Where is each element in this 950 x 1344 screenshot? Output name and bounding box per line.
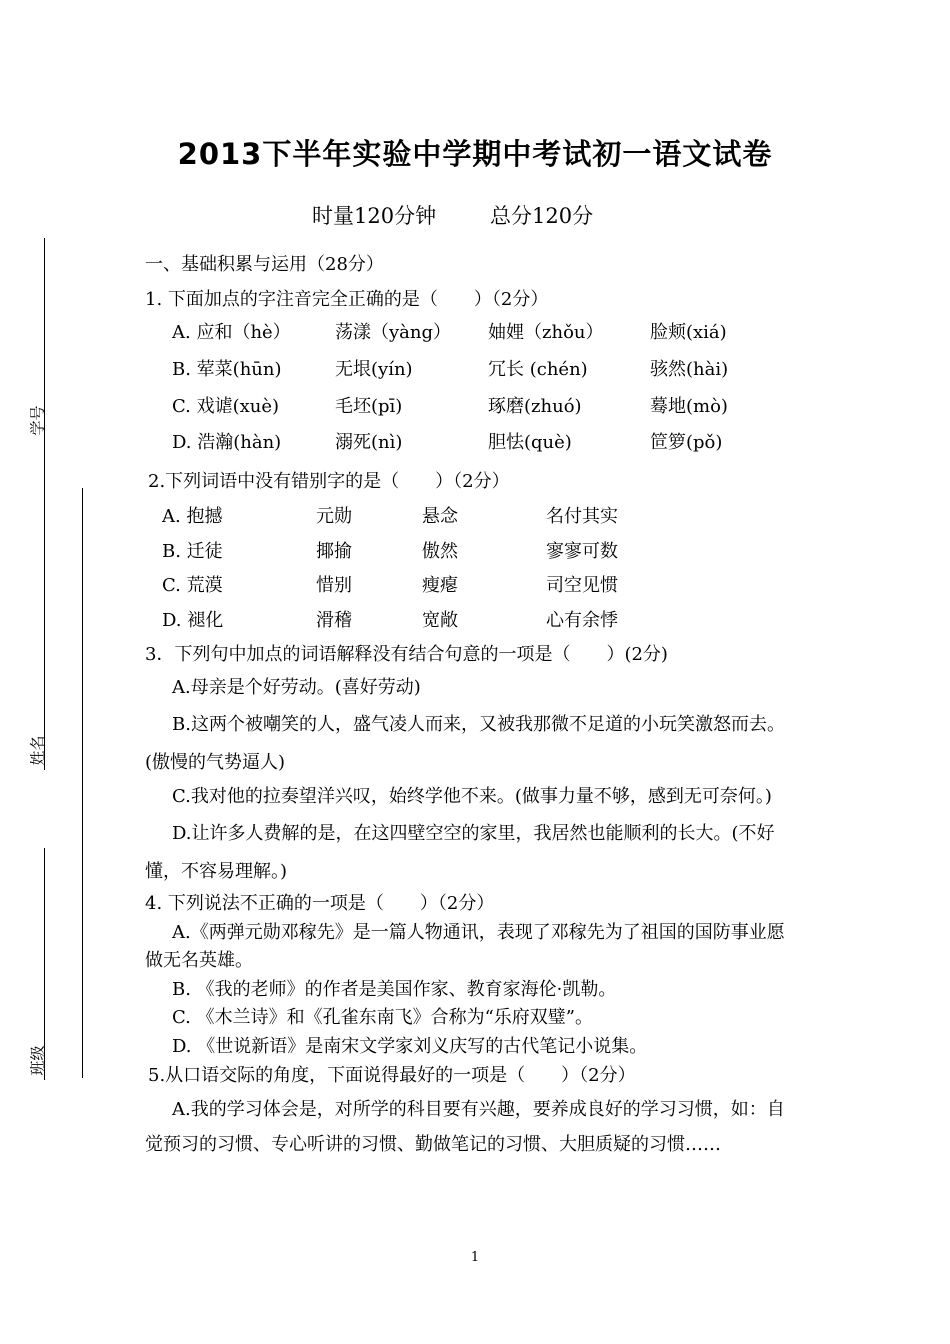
q1-opt: A. 应和（hè） <box>172 322 291 343</box>
q5-option-a-cont: 觉预习的习惯、专心听讲的习惯、勤做笔记的习惯、大胆质疑的习惯…… <box>145 1134 721 1155</box>
q4-stem: 4. 下列说法不正确的一项是（ ）（2分） <box>145 893 495 914</box>
q2-stem: 2.下列词语中没有错别字的是（ ）（2分） <box>148 471 510 492</box>
q1-opt: 胆怯(què) <box>488 432 572 453</box>
q2-opt: 滑稽 <box>316 610 352 631</box>
q4-option-a: A.《两弹元勋邓稼先》是一篇人物通讯，表现了邓稼先为了祖国的国防事业愿 <box>172 922 785 943</box>
q2-opt: 宽敞 <box>422 610 458 631</box>
q5-stem: 5.从口语交际的角度，下面说得最好的一项是（ ）（2分） <box>148 1065 636 1086</box>
q1-opt: 荡漾（yàng） <box>335 322 452 343</box>
q1-opt: 妯娌（zhǒu） <box>488 322 604 343</box>
q1-opt: 笸箩(pǒ) <box>650 432 723 453</box>
section-heading: 一、基础积累与运用（28分） <box>145 254 384 275</box>
q1-opt: 脸颊(xiá) <box>650 322 727 343</box>
q4-option-b: B. 《我的老师》的作者是美国作家、教育家海伦·凯勒。 <box>172 979 617 1000</box>
q4-option-d: D. 《世说新语》是南宋文学家刘义庆写的古代笔记小说集。 <box>172 1036 648 1057</box>
q2-opt: 悬念 <box>422 506 458 527</box>
q4-option-a-cont: 做无名英雄。 <box>145 950 253 971</box>
q2-opt: 心有余悸 <box>546 610 618 631</box>
q1-opt: B. 荤菜(hūn) <box>172 359 282 380</box>
margin-rule <box>82 488 83 1078</box>
q2-opt: 揶揄 <box>316 541 352 562</box>
q3-option-d-cont: 懂，不容易理解。) <box>145 861 288 882</box>
q2-opt: 元勋 <box>316 506 352 527</box>
student-id-line <box>44 238 45 500</box>
q1-opt: 无垠(yín) <box>335 359 413 380</box>
q1-opt: 冗长 (chén) <box>488 359 588 380</box>
q1-opt: 琢磨(zhuó) <box>488 396 582 417</box>
q5-option-a: A.我的学习体会是，对所学的科目要有兴趣，要养成良好的学习习惯，如：自 <box>172 1099 785 1120</box>
time-limit: 时量120分钟 <box>312 204 437 228</box>
q2-opt: A. 抱撼 <box>162 506 223 527</box>
q2-opt: B. 迁徒 <box>162 541 223 562</box>
q1-opt: C. 戏谑(xuè) <box>172 396 280 417</box>
name-label: 姓名 <box>28 735 47 766</box>
q1-opt: 蓦地(mò) <box>650 396 728 417</box>
q2-opt: 惜别 <box>316 575 352 596</box>
q2-opt: 名付其实 <box>546 506 618 527</box>
q3-option-b-gloss: (傲慢的气势逼人) <box>145 752 286 773</box>
q2-opt: 傲然 <box>422 541 458 562</box>
q2-opt: 瘦瘪 <box>422 575 458 596</box>
q2-opt: 司空见惯 <box>546 575 618 596</box>
total-score: 总分120分 <box>490 204 594 228</box>
q2-opt: C. 荒漠 <box>162 575 223 596</box>
student-id-label: 学号 <box>28 405 47 436</box>
exam-title: 2013下半年实验中学期中考试初一语文试卷 <box>177 137 773 171</box>
page-number: 1 <box>470 1250 480 1265</box>
q3-option-d: D.让许多人费解的是，在这四壁空空的家里，我居然也能顺利的长大。(不好 <box>172 823 775 844</box>
q3-option-c: C.我对他的拉奏望洋兴叹，始终学他不来。(做事力量不够，感到无可奈何。) <box>172 786 772 807</box>
q2-opt: D. 褪化 <box>162 610 224 631</box>
q3-option-a: A.母亲是个好劳动。(喜好劳动) <box>172 677 421 698</box>
q4-option-c: C. 《木兰诗》和《孔雀东南飞》合称为“乐府双璧”。 <box>172 1007 593 1028</box>
class-label: 班级 <box>28 1045 47 1076</box>
q1-opt: 骇然(hài) <box>650 359 729 380</box>
q1-opt: D. 浩瀚(hàn) <box>172 432 282 453</box>
q1-opt: 溺死(nì) <box>335 432 403 453</box>
q2-opt: 寥寥可数 <box>546 541 618 562</box>
q1-opt: 毛坯(pī) <box>335 396 403 417</box>
q3-stem: 3．下列句中加点的词语解释没有结合句意的一项是（ ）(2分) <box>145 644 668 665</box>
q3-option-b: B.这两个被嘲笑的人，盛气凌人而来，又被我那微不足道的小玩笑激怒而去。 <box>172 714 785 735</box>
q1-stem: 1. 下面加点的字注音完全正确的是（ ）（2分） <box>145 289 549 310</box>
name-line <box>44 488 45 770</box>
